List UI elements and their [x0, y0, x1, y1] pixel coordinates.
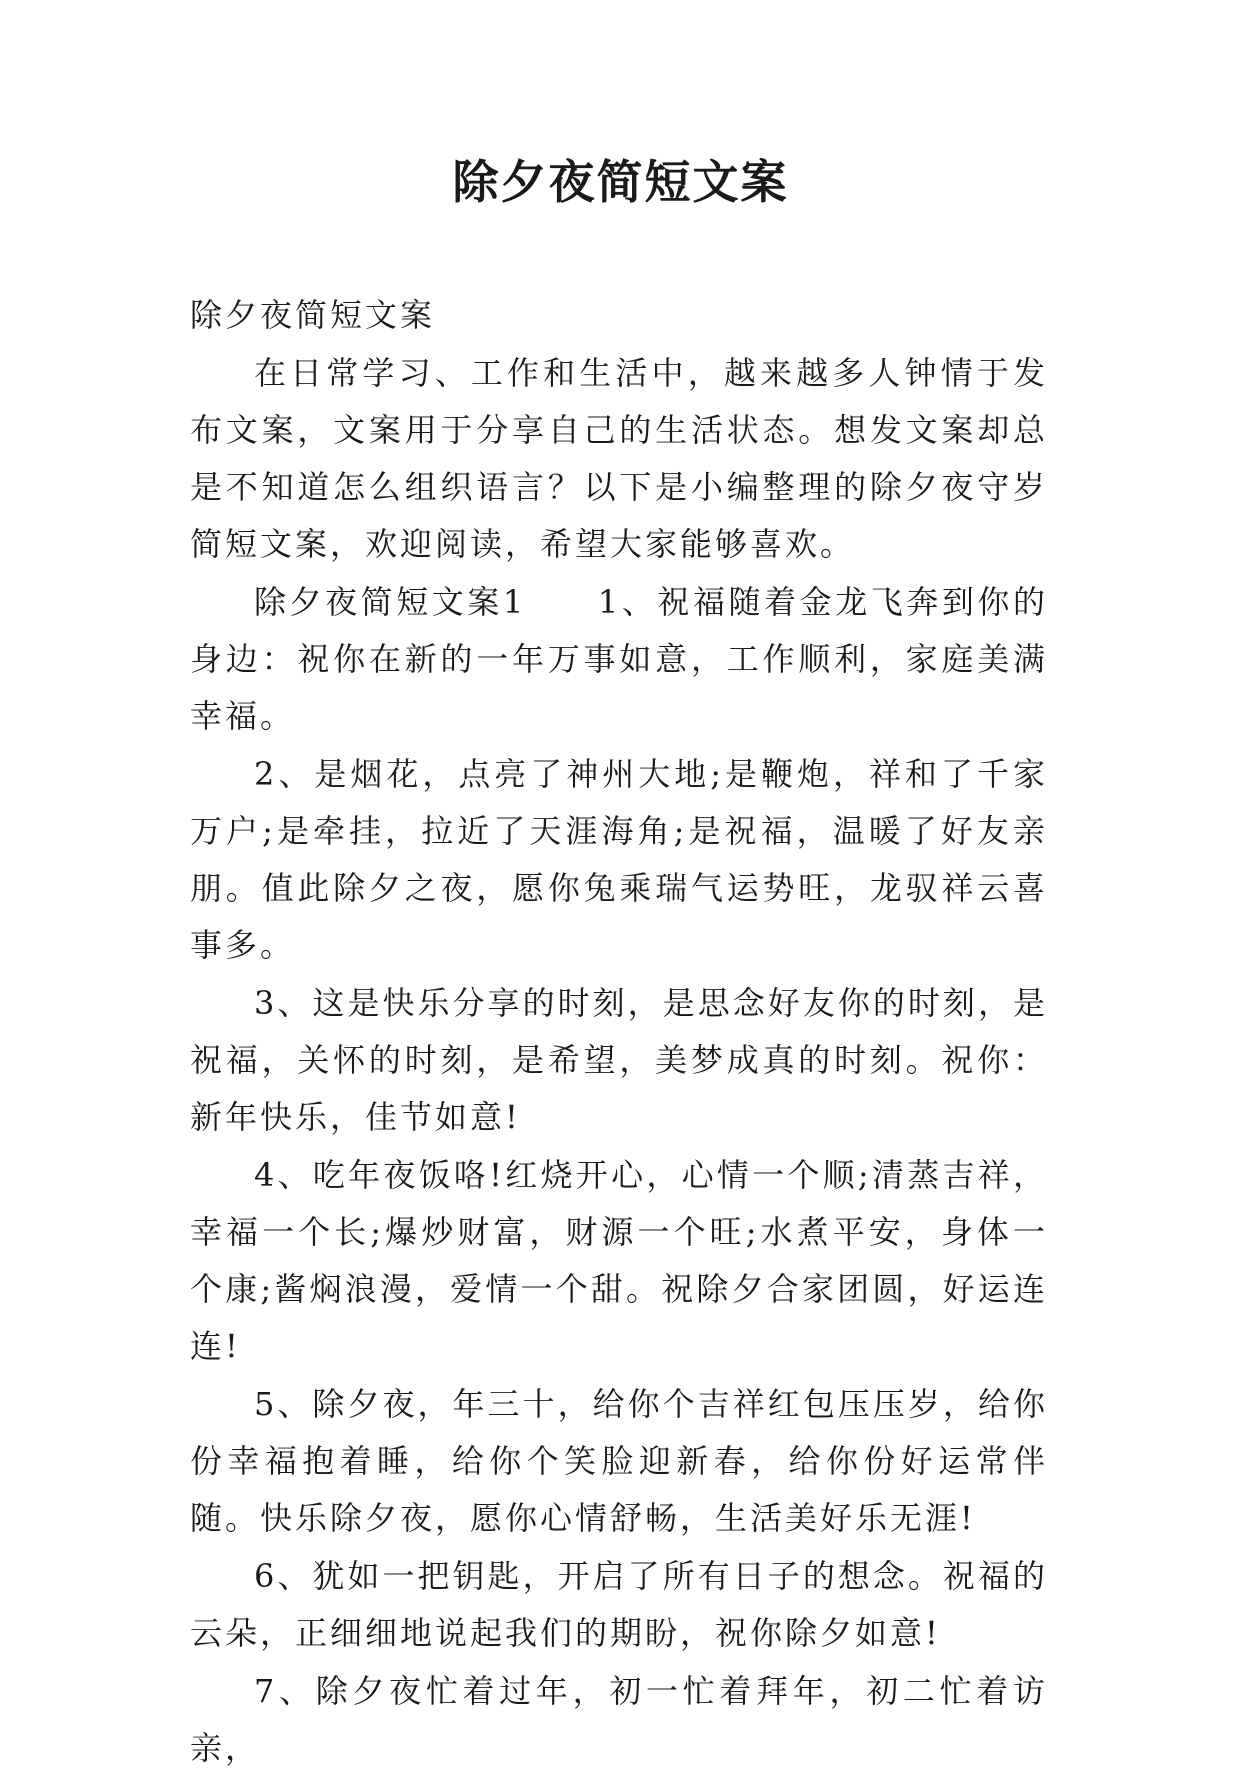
paragraph-item-4: 4、吃年夜饭咯!红烧开心，心情一个顺;清蒸吉祥，幸福一个长;爆炒财富，财源一个旺;水煮平安，身体一个康;酱焖浪漫，爱情一个甜。祝除夕合家团圆，好运连连! — [190, 1156, 1048, 1365]
paragraph-item-7: 7、除夕夜忙着过年，初一忙着拜年，初二忙着访亲， — [190, 1672, 1048, 1767]
document-title: 除夕夜简短文案 — [452, 155, 789, 209]
paragraph-item-5: 5、除夕夜，年三十，给你个吉祥红包压压岁，给你份幸福抱着睡，给你个笑脸迎新春，给你份好运常伴随。快乐除夕夜，愿你心情舒畅，生活美好乐无涯! — [190, 1385, 1048, 1537]
paragraph-item-1: 除夕夜简短文案1 1、祝福随着金龙飞奔到你的身边：祝你在新的一年万事如意，工作顺利，家庭美满幸福。 — [190, 583, 1048, 735]
paragraph-item-6: 6、犹如一把钥匙，开启了所有日子的想念。祝福的云朵，正细细地说起我们的期盼，祝你除夕如意! — [190, 1557, 1048, 1652]
document-body — [190, 287, 1048, 1778]
paragraph-intro: 在日常学习、工作和生活中，越来越多人钟情于发布文案，文案用于分享自己的生活状态。想发文案却总是不知道怎么组织语言？以下是小编整理的除夕夜守岁简短文案，欢迎阅读，希望大家能够喜欢。 — [190, 354, 1048, 563]
paragraph-item-2: 2、是烟花，点亮了神州大地;是鞭炮，祥和了千家万户;是牵挂，拉近了天涯海角;是祝福，温暖了好友亲朋。值此除夕之夜，愿你兔乘瑞气运势旺，龙驭祥云喜事多。 — [190, 755, 1048, 964]
paragraph-item-3: 3、这是快乐分享的时刻，是思念好友你的时刻，是祝福，关怀的时刻，是希望，美梦成真的时刻。祝你：新年快乐，佳节如意! — [190, 984, 1048, 1136]
document-subtitle: 除夕夜简短文案 — [190, 296, 436, 334]
